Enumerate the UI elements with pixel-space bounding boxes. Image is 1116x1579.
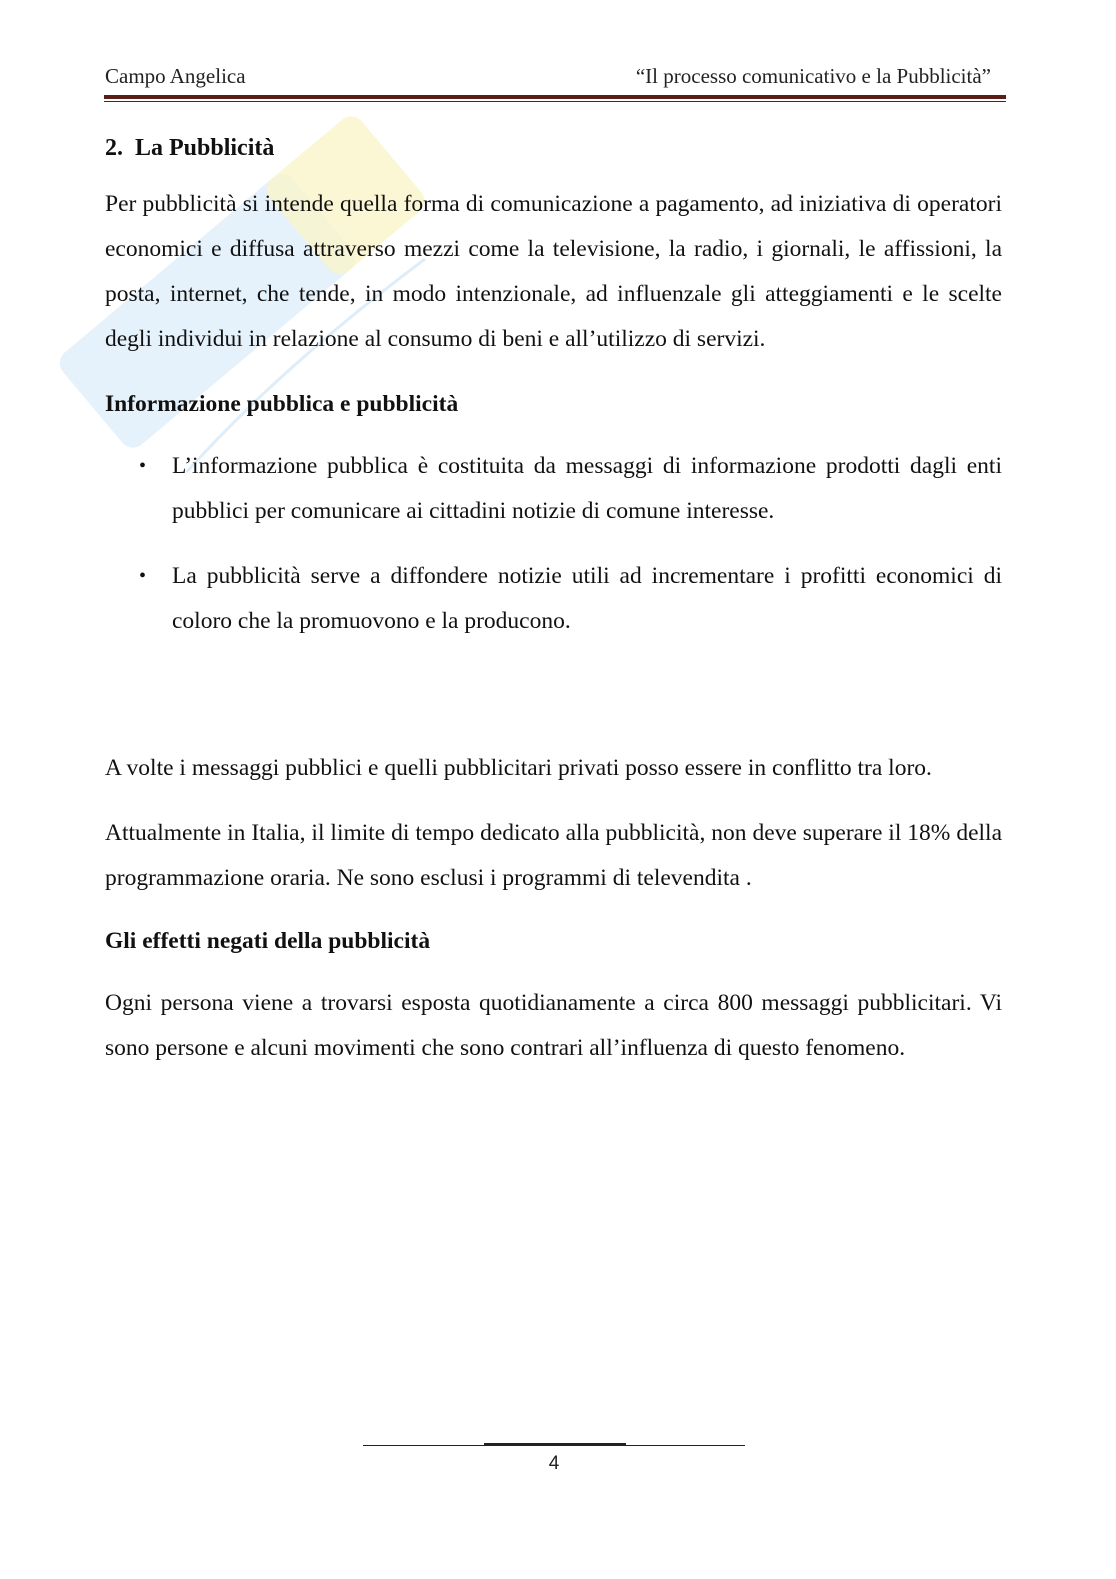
bullet-icon: • bbox=[139, 455, 147, 477]
spacer bbox=[105, 664, 1002, 746]
bullet-text: L’informazione pubblica è costituita da messaggi di informazione prodotti dagli enti pubblici per comunicare ai cittadini notizie di comune interesse. bbox=[172, 453, 1002, 524]
header-rule-thin bbox=[104, 101, 1006, 102]
header-rule-thick bbox=[104, 95, 1006, 99]
info-bullet-list bbox=[105, 444, 1002, 644]
list-item bbox=[105, 554, 1002, 644]
page-number: 4 bbox=[548, 1453, 560, 1474]
header-author: Campo Angelica bbox=[105, 64, 246, 88]
section-intro-paragraph: Per pubblicità si intende quella forma di comunicazione a pagamento, ad iniziativa di operatori economici e diffusa attraverso mezzi come la televisione, la radio, i giornali, le affissioni, la posta, internet, che tende, in modo intenzionale, ad influenzale gli atteggiamenti e le scelte degli individui in relazione al consumo di beni e all’utilizzo di servizi. bbox=[105, 191, 1002, 352]
page-header bbox=[105, 64, 1005, 94]
bullet-text: La pubblicità serve a diffondere notizie utili ad incrementare i profitti economici di coloro che la promuovono e la producono. bbox=[172, 563, 1002, 634]
page-body bbox=[105, 128, 1002, 1071]
effects-paragraph: Ogni persona viene a trovarsi esposta quotidianamente a circa 800 messaggi pubblicitari. Vi sono persone e alcuni movimenti che sono contrari all’influenza di questo fenomeno. bbox=[105, 990, 1002, 1061]
section-number: 2. bbox=[105, 135, 123, 161]
bullet-icon: • bbox=[139, 565, 147, 587]
header-document-title: “Il processo comunicativo e la Pubblicità” bbox=[635, 64, 991, 88]
footer-rule-accent bbox=[484, 1443, 626, 1445]
info-section-heading: Informazione pubblica e pubblicità bbox=[105, 391, 459, 417]
section-heading bbox=[105, 128, 1002, 168]
conflict-paragraph: A volte i messaggi pubblici e quelli pubblicitari privati posso essere in conflitto tra loro. bbox=[105, 755, 932, 781]
italy-limit-paragraph: Attualmente in Italia, il limite di tempo dedicato alla pubblicità, non deve superare il 18% della programmazione oraria. Ne sono esclusi i programmi di televendita . bbox=[105, 820, 1002, 891]
effects-section-heading: Gli effetti negati della pubblicità bbox=[105, 928, 431, 954]
footer-rule bbox=[363, 1445, 745, 1446]
list-item bbox=[105, 444, 1002, 534]
section-title: La Pubblicità bbox=[135, 135, 275, 161]
